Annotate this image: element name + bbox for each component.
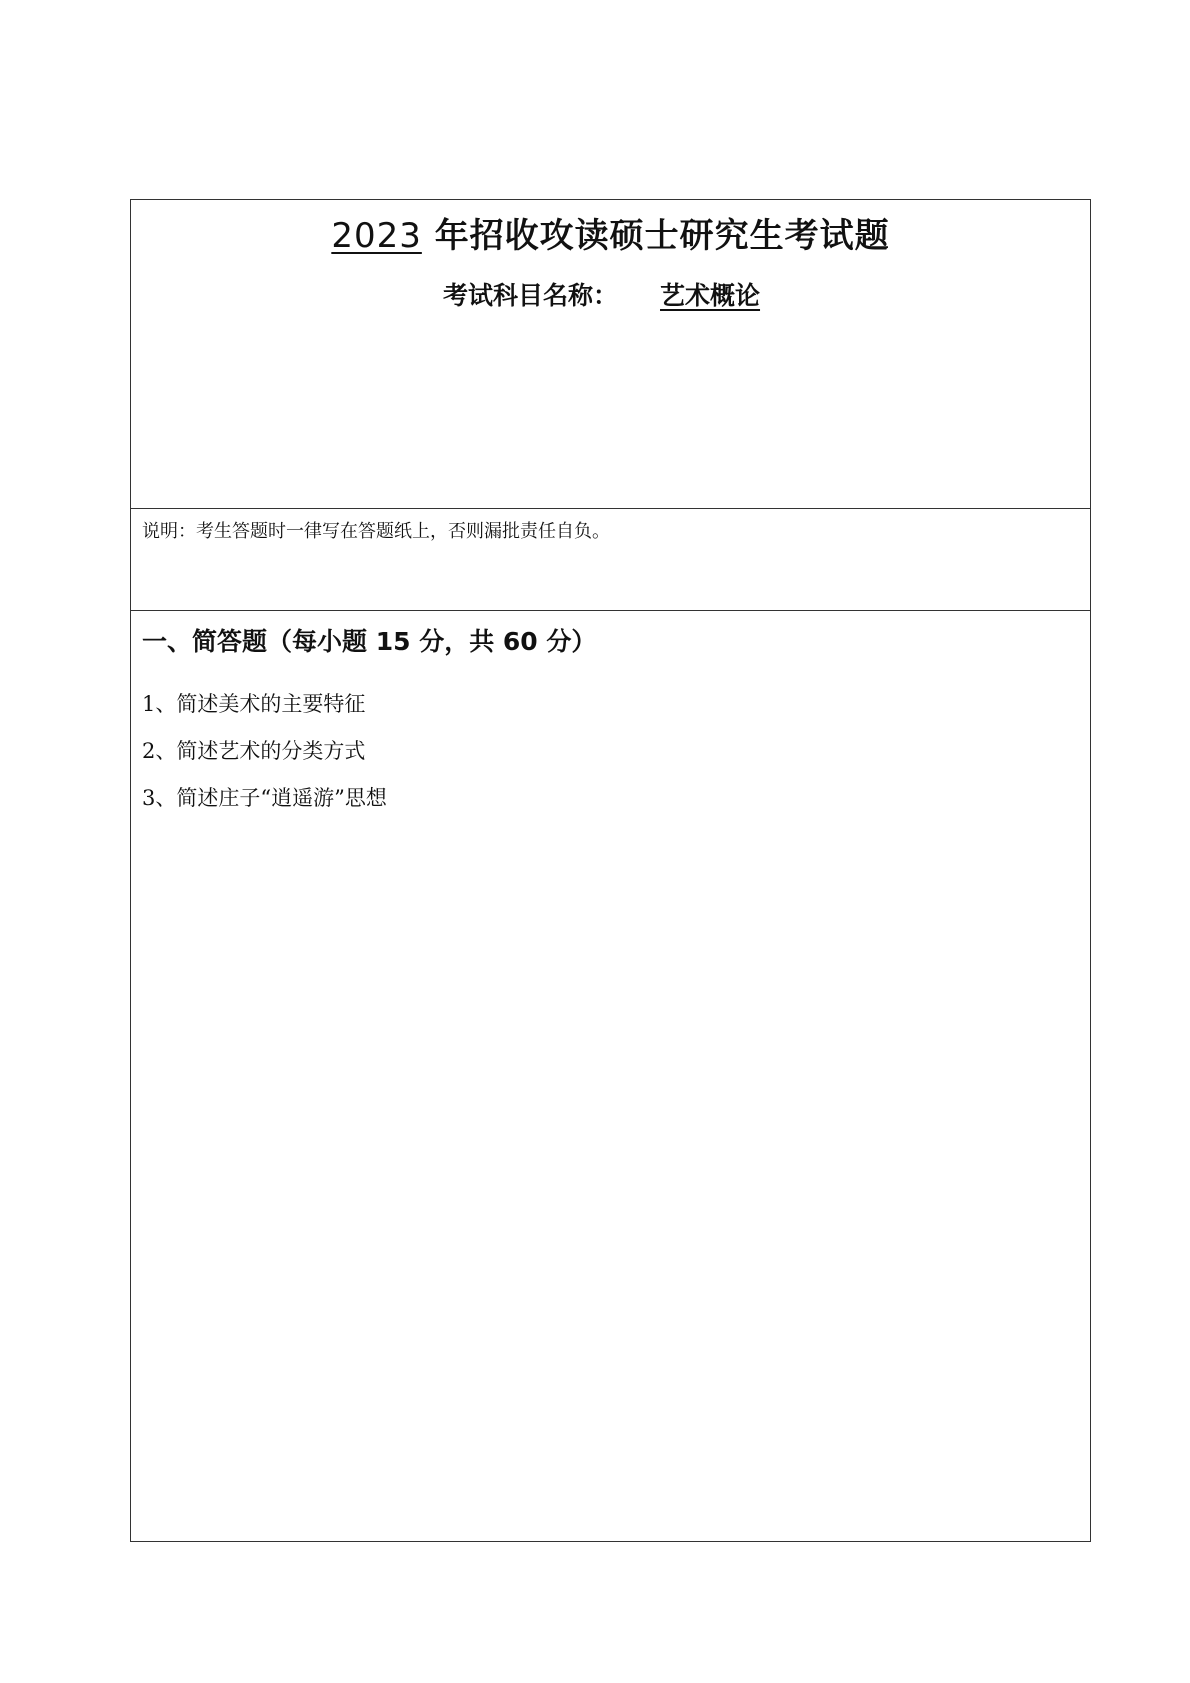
- notice-text: 说明：考生答题时一律写在答题纸上，否则漏批责任自负。: [142, 521, 610, 542]
- exam-sheet: [130, 199, 1091, 1542]
- subject-label: 考试科目名称：: [443, 281, 619, 310]
- exam-year: 2023: [331, 216, 422, 256]
- question-list: [142, 681, 387, 822]
- subject-value: 艺术概论: [660, 281, 761, 310]
- subject-line: [443, 279, 760, 313]
- question-item: 1、简述美术的主要特征: [142, 692, 366, 716]
- notice-cell: [131, 509, 1090, 611]
- question-item: 3、简述庄子“逍遥游”思想: [142, 786, 387, 810]
- section-heading: 一、简答题（每小题 15 分，共 60 分）: [142, 627, 597, 656]
- exam-title-text: 年招收攻读硕士研究生考试题: [434, 216, 890, 256]
- question-item: 2、简述艺术的分类方式: [142, 739, 366, 763]
- questions-cell: [131, 611, 1090, 1541]
- header-cell: [131, 200, 1090, 509]
- exam-title: [131, 214, 1090, 258]
